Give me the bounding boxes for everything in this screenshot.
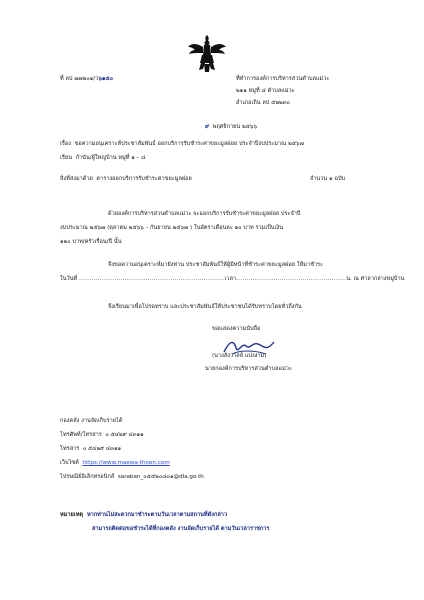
fax-value: ๐ ๕๔๒๙ ๔๓๑๑ xyxy=(82,446,122,452)
reference-prefix: ที่ ลป ๗๗๒๐๑/ว xyxy=(60,76,99,82)
subject-line xyxy=(60,141,304,148)
date-day-stamp: ๙ xyxy=(205,124,210,130)
note-text-line1: หากท่านไม่สะดวกมาชำระตามวันเวลาตามสถานที่ดังกล่าว xyxy=(86,512,228,518)
time-blank-label: เวลา xyxy=(224,276,237,282)
date-blank-dots: ...................................................................... xyxy=(79,276,225,282)
footer-phone xyxy=(60,432,144,439)
email-value[interactable]: saraban_๐๕๕๒๐๘๐๑@dla.go.th xyxy=(117,474,204,480)
body-p1-line1: ด้วยองค์การบริหารส่วนตำบลแม่วะ จะออกบริการรับชำระค่าขยะมูลฝอย ประจำปี xyxy=(108,211,301,217)
body-p1-line2: งบประมาณ ๒๕๖๗ (ตุลาคม ๒๕๖๖ – กันยายน ๒๕๖๗ ) ในอัตราเดือนละ ๑๐ บาท รวมเป็นเงิน xyxy=(60,225,284,231)
enclosure-count: จำนวน ๑ ฉบับ xyxy=(310,176,346,182)
location-text: น. ณ ศาลากลางหมู่บ้าน xyxy=(346,276,405,282)
org-address-line1: ที่ทำการองค์การบริหารส่วนตำบลแม่วะ xyxy=(236,76,330,82)
garuda-emblem-icon xyxy=(187,33,227,73)
enclosure-line xyxy=(60,176,192,183)
email-label: ไปรษณีย์อิเล็กทรอนิกส์ xyxy=(60,474,115,480)
reference-number-stamp: ๖๑๕๐ xyxy=(98,76,114,82)
footer-fax xyxy=(60,446,121,453)
recipient-line xyxy=(60,155,145,162)
recipient-label: เรียน xyxy=(60,155,73,161)
body-p1-line3: ๑๒๐ บาท/ครัวเรือน/ปี นั้น xyxy=(60,239,122,245)
body-p2-line2 xyxy=(60,276,404,283)
signer-position: นายกองค์การบริหารส่วนตำบลแม่วะ xyxy=(205,366,292,372)
fax-label: โทรสาร xyxy=(60,446,80,452)
footer-dept: กองคลัง งานจัดเก็บรายได้ xyxy=(60,418,123,424)
subject-text: ขอความอนุเคราะห์ประชาสัมพันธ์ ออกบริการรับชำระค่าขยะมูลฝอย ประจำปีงบประมาณ ๒๕๖๗ xyxy=(74,141,304,147)
body-p3: จึงเรียนมาเพื่อโปรดทราบ และประชาสัมพันธ์ให้ประชาชนได้รับทราบโดยทั่วถึงกัน xyxy=(108,304,302,310)
time-blank-dots: ..................................................... xyxy=(236,276,347,282)
body-p2-line1: จึงขอความอนุเคราะห์มายังท่าน ประชาสัมพันธ์ให้ผู้มีหน้าที่ชำระค่าขยะมูลฝอย ให้มาชำระ xyxy=(108,262,324,268)
org-address-line3: อำเภอเถิน ลป ๕๒๒๓๐ xyxy=(236,100,290,106)
note-line1 xyxy=(60,512,227,519)
phone-label: โทรศัพท์/โทรสาร xyxy=(60,432,102,438)
reference-number xyxy=(60,76,113,83)
subject-label: เรื่อง xyxy=(60,141,72,147)
note-label: หมายเหตุ xyxy=(60,512,84,518)
date-month-year: พฤศจิกายน ๒๕๖๖ xyxy=(212,124,258,130)
signer-name: (นางสังวาลย์ แปงงาม) xyxy=(212,353,267,359)
enclosure-label: สิ่งที่ส่งมาด้วย xyxy=(60,176,93,182)
website-link[interactable]: https://www.maewa-thoen.com xyxy=(82,460,170,466)
recipient-text: กำนัน/ผู้ใหญ่บ้าน หมู่ที่ ๑ – ๘ xyxy=(75,155,146,161)
note-line2: สามารถติดต่อขอชำระได้ที่กองคลัง งานจัดเก็บรายได้ ตามวันเวลาราชการ xyxy=(92,526,270,532)
letter-date xyxy=(205,124,257,131)
phone-value: ๐ ๕๔๒๙ ๔๓๑๑ xyxy=(105,432,144,438)
website-label: เว็บไซต์ xyxy=(60,460,79,466)
date-blank-label: ในวันที่ xyxy=(60,276,78,282)
footer-website xyxy=(60,460,170,467)
closing-regards: ขอแสดงความนับถือ xyxy=(212,326,261,332)
org-address-line2: ๒๑๑ หมู่ที่ ๘ ตำบลแม่วะ xyxy=(236,88,295,94)
enclosure-text: ตารางออกบริการรับชำระค่าขยะมูลฝอย xyxy=(96,176,192,182)
footer-email xyxy=(60,474,204,481)
